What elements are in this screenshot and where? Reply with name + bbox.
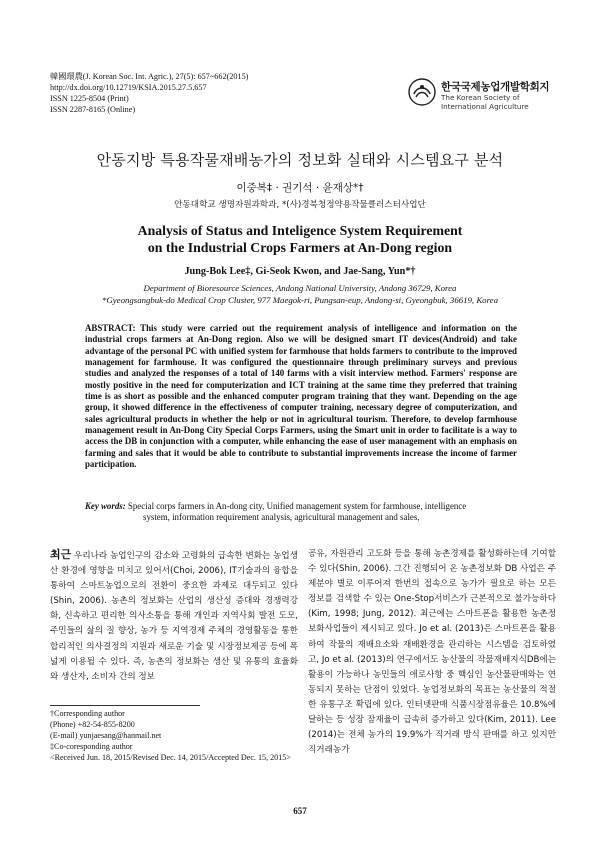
doi-link[interactable]: http://dx.doi.org/10.12719/KSIA.2015.27.5.657	[50, 83, 207, 92]
body-column-left	[50, 547, 298, 685]
footnote-corresponding: †Corresponding author	[50, 709, 125, 718]
footnote-received-dates: <Received Jun. 18, 2015/Revised Dec. 14, 2015/Accepted Dec. 15, 2015>	[50, 752, 291, 762]
issn-online: ISSN 2287-8165 (Online)	[50, 105, 136, 114]
title-english-line1: Analysis of Status and Inteligence System Requirement	[137, 223, 463, 238]
affiliation-english-line2: *Gyeongsangbuk-do Medical Crop Cluster, 977 Maegok-ri, Pungsan-eup, Andong-si, Gyeongbuk, 36619, Korea	[102, 295, 498, 305]
body-left-text: 우리나라 농업인구의 감소와 고령화의 급속한 변화는 농업생산 환경에 영향을 미치고 있어서(Choi, 2006), IT기술과의 융합을 통하여 스마트농업으로의 전환이 중요한 과제로 대두되고 있다(Shin, 2006). 농촌의 정보화는 산업의 생산성 증대와 경쟁력강화, 신속하고 편리한 의사소통을 통해 개인과 지역사회 발전 도모, 주민들의 삶의 질 향상, 농가 등 지역경제 주체의 경영활동을 통한 합리적인 의사결정의 지원과 새로운 기술 및 시장정보제공 등에 폭넓게 이용될 수 있다. 즉, 농촌의 정보화는 생산 및 유통의 효율화와 생산자, 소비자 간의 정보	[50, 551, 298, 682]
page-number: 657	[293, 806, 307, 816]
keywords	[85, 501, 517, 524]
issn-print: ISSN 1225-8504 (Print)	[50, 94, 129, 103]
keywords-line1: Special corps farmers in An-dong city, Unified management system for farmhouse, intelligence	[127, 501, 467, 511]
authors-english: Jung-Bok Lee‡, Gi-Seok Kwon, and Jae-Sang, Yun*†	[184, 266, 416, 277]
keywords-line2: system, information requirement analysis, agricultural management and sales,	[143, 512, 420, 523]
footnote-email[interactable]: (E-mail) yunjaesang@hanmail.net	[50, 730, 162, 740]
body-lead-word: 최근	[50, 548, 72, 561]
footnote-divider	[50, 705, 200, 706]
keywords-label: Key words:	[85, 501, 126, 511]
footnote-co-corresponding: ‡Co-coresponding author	[50, 741, 133, 751]
abstract: ABSTRACT: This study were carried out the requirement analysis of intelligence and information on the industrial crops farmers at An-Dong region. Also we will be designed smart IT devices(Android) and take advantage of the personal PC with unified system for farmhouse that holds farmers to contribute to the improved management for farmhouse. It was configured the questionnaire through preliminary surveys and previous studies and analyzed the responses of a total of 140 farms with a visit interview method. Farmers' response are mostly positive in the need for computerization and ICT training at the same time they preferred that training time is as short as possible and the enhanced computer program training that they want. Depending on the age group, it showed difference in the effectiveness of computer training, necessary degree of computerization, and sales agricultural products in whether the help or not in agricultural tourism. Therefore, to develop farmhouse management result in An-Dong City Special Corps Farmers, using the Smart unit in order to facilitate is a way to access the DB in conjunction with a computer, while enhancing the ease of user management with an emphasis on farming and sales that it would be able to contribute to substantial improvements increase the income of farmer participation.	[85, 323, 517, 470]
footnotes	[50, 709, 291, 764]
footnote-phone: (Phone) +82-54-855-8200	[50, 719, 135, 729]
affiliation-english	[0, 282, 600, 306]
affiliation-english-line1: Department of Bioresource Sciences, Andong National University, Andong 36729, Korea	[143, 283, 457, 293]
affiliation-korean: 안동대학교 생명자원과학과, *(사)경북청정약용작물클러스터사업단	[174, 200, 426, 210]
society-emblem-icon	[408, 78, 436, 106]
society-name-en: The Korean Society of International Agriculture	[441, 93, 529, 111]
title-english	[0, 222, 600, 256]
society-name-ko: 한국국제농업개발학회지	[441, 81, 550, 93]
title-korean: 안동지방 특용작물재배농가의 정보화 실태와 시스템요구 분석	[96, 151, 504, 169]
journal-meta	[50, 71, 248, 115]
society-logo	[408, 76, 558, 124]
journal-citation: 韓國環農(J. Korean Soc. Int. Agric.), 27(5): 657~662(2015)	[50, 72, 249, 81]
authors-korean: 이중복‡ · 권기석 · 윤재상*†	[236, 182, 364, 194]
body-column-right: 공유, 자원관리 고도화 등을 통해 농촌경제를 활성화하는데 기여할 수 있다(Shin, 2006). 그간 진행되어 온 농촌정보화 DB 사업은 주제분야 별로 이루어져 한번의 접속으로 농가가 필요로 하는 모든 정보를 검색할 수 있는 One-Stop서비스가 근본적으로 불가능하다(Kim, 1998; Jung, 2012). 최근에는 스마트폰을 활용한 농촌정보화사업들이 제시되고 있다. Jo et al. (2013)은 스마트폰을 활용하여 작물의 재배요소와 재배환경을 관리하는 시스템을 검토하였고, Jo et al. (2013)의 연구에서도 농산물의 작물재배지식DB에는 활용이 가능하나 농민들의 애로사항 중 핵심인 농산물판매와는 연동되지 못하는 단점이 있었다. 농업정보화의 목표는 농산물의 적절한 유통구조 확립에 있다. 인터넷판매 식품시장점유율은 10.8%에 달하는 등 성장 잠재율이 급속히 증가하고 있다(Kim, 2011). Lee (2014)는 전체 농가의 19.9%가 직거래 방식 판매를 하고 있지만 직거래농가	[308, 549, 556, 756]
title-english-line2: on the Industrial Crops Farmers at An-Dong region	[147, 240, 453, 255]
